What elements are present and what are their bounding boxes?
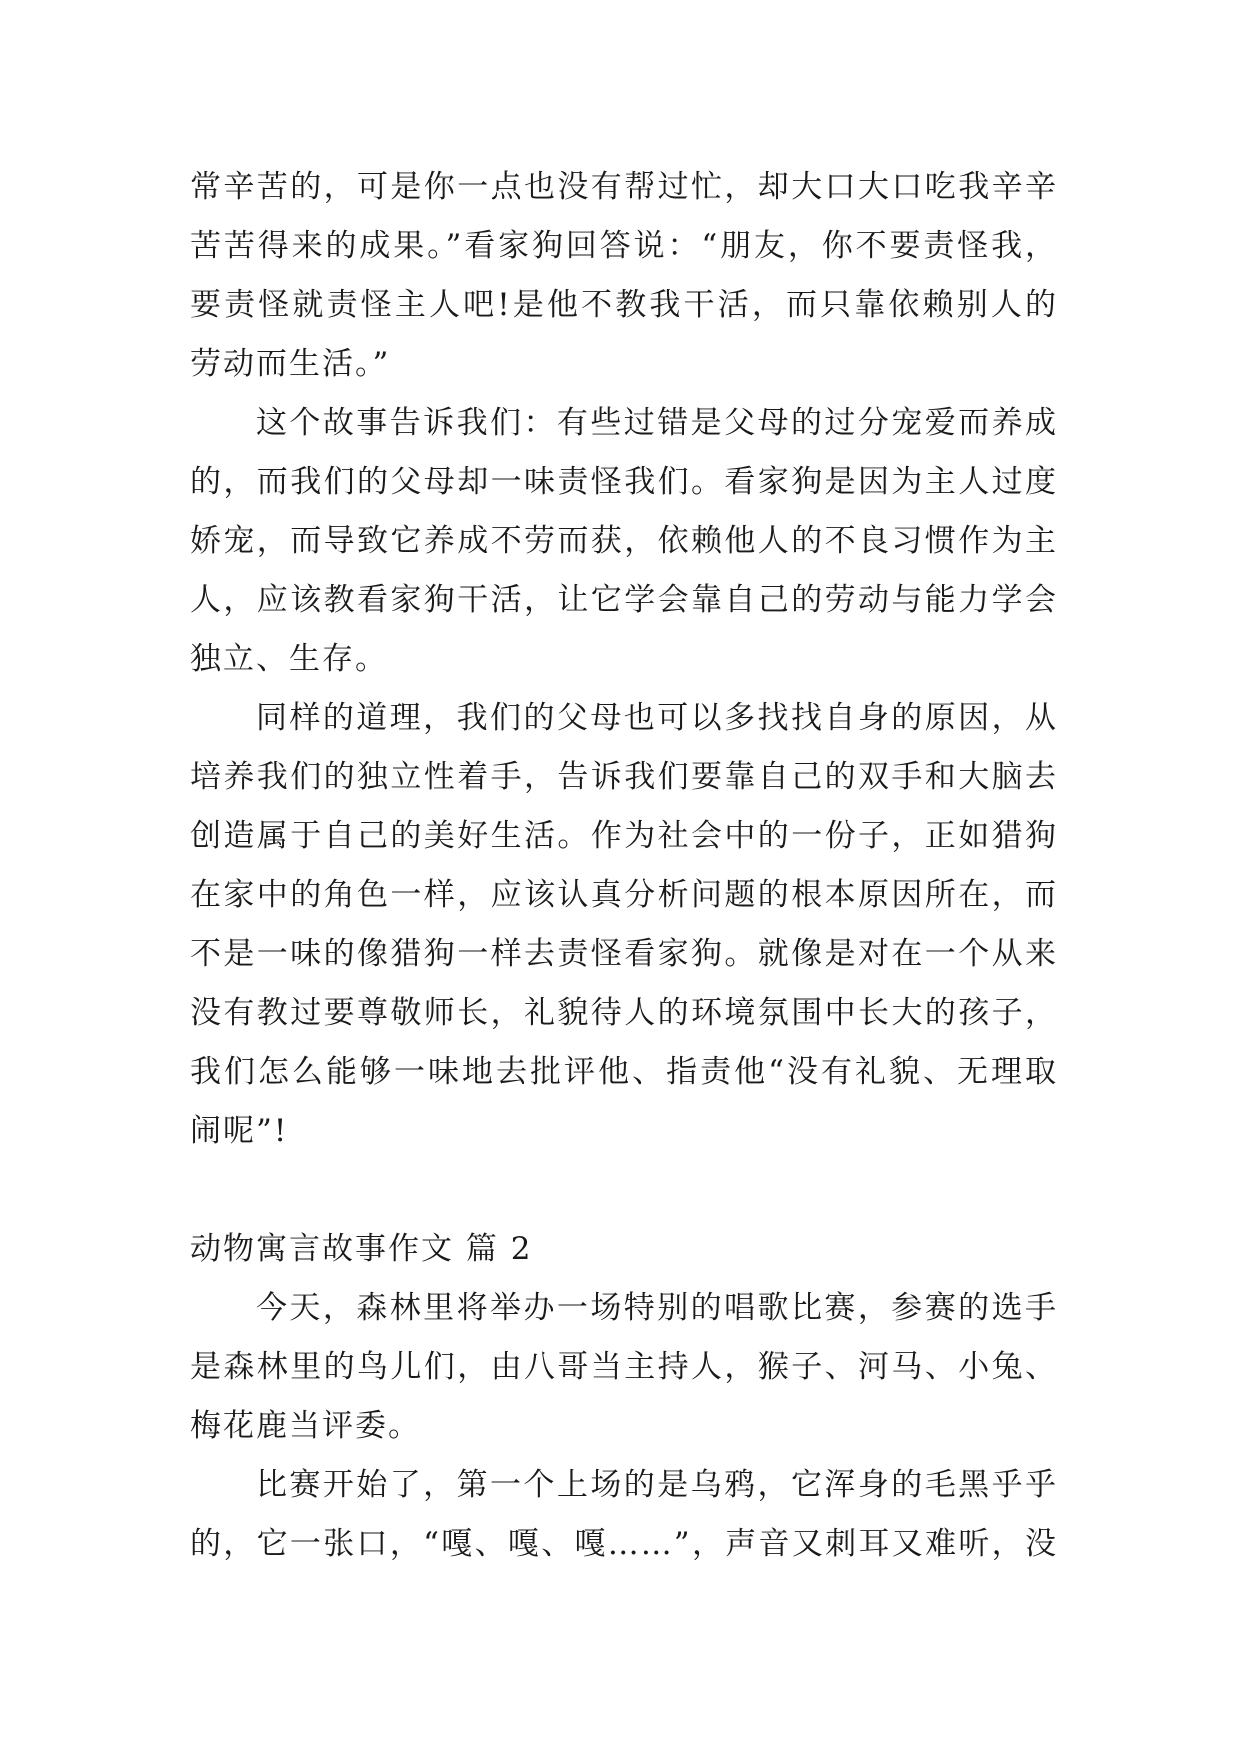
text-line: 独立、生存。 <box>190 641 388 677</box>
section-gap <box>190 1161 1058 1220</box>
text-line: 人，应该教看家狗干活，让它学会靠自己的劳动与能力学会 <box>190 582 1058 618</box>
document-body <box>190 158 1058 1574</box>
text-line: 不是一味的像猎狗一样去责怪看家狗。就像是对在一个从来 <box>190 936 1058 972</box>
section-heading: 动物寓言故事作文 篇 2 <box>190 1231 533 1267</box>
paragraph-3 <box>190 689 1058 1161</box>
text-line: 娇宠，而导致它养成不劳而获，依赖他人的不良习惯作为主 <box>190 523 1058 559</box>
paragraph-4 <box>190 1279 1058 1456</box>
text-line: 没有教过要尊敬师长，礼貌待人的环境氛围中长大的孩子， <box>190 995 1058 1031</box>
text-line: 要责怪就责怪主人吧!是他不教我干活，而只靠依赖别人的 <box>190 287 1058 323</box>
text-line: 在家中的角色一样，应该认真分析问题的根本原因所在，而 <box>190 877 1058 913</box>
text-line: 梅花鹿当评委。 <box>190 1408 421 1444</box>
text-line: 同样的道理，我们的父母也可以多找找自身的原因，从 <box>256 700 1058 736</box>
text-line: 苦苦得来的成果。”看家狗回答说：“朋友，你不要责怪我， <box>190 228 1058 264</box>
text-line: 今天，森林里将举办一场特别的唱歌比赛，参赛的选手 <box>256 1290 1058 1326</box>
text-line: 培养我们的独立性着手，告诉我们要靠自己的双手和大脑去 <box>190 759 1058 795</box>
text-line: 我们怎么能够一味地去批评他、指责他“没有礼貌、无理取 <box>190 1054 1058 1090</box>
text-line: 的，而我们的父母却一味责怪我们。看家狗是因为主人过度 <box>190 464 1058 500</box>
text-line: 的，它一张口，“嘎、嘎、嘎……”，声音又刺耳又难听，没 <box>190 1526 1058 1562</box>
text-line: 劳动而生活。” <box>190 346 391 382</box>
paragraph-5 <box>190 1456 1058 1574</box>
text-line: 比赛开始了，第一个上场的是乌鸦，它浑身的毛黑乎乎 <box>256 1467 1058 1503</box>
text-line: 创造属于自己的美好生活。作为社会中的一份子，正如猎狗 <box>190 818 1058 854</box>
text-line: 是森林里的鸟儿们，由八哥当主持人，猴子、河马、小兔、 <box>190 1349 1058 1385</box>
paragraph-2 <box>190 394 1058 689</box>
text-line: 常辛苦的，可是你一点也没有帮过忙，却大口大口吃我辛辛 <box>190 169 1058 205</box>
paragraph-1 <box>190 158 1058 394</box>
text-line: 闹呢”! <box>190 1113 289 1149</box>
text-line: 这个故事告诉我们：有些过错是父母的过分宠爱而养成 <box>256 405 1058 441</box>
